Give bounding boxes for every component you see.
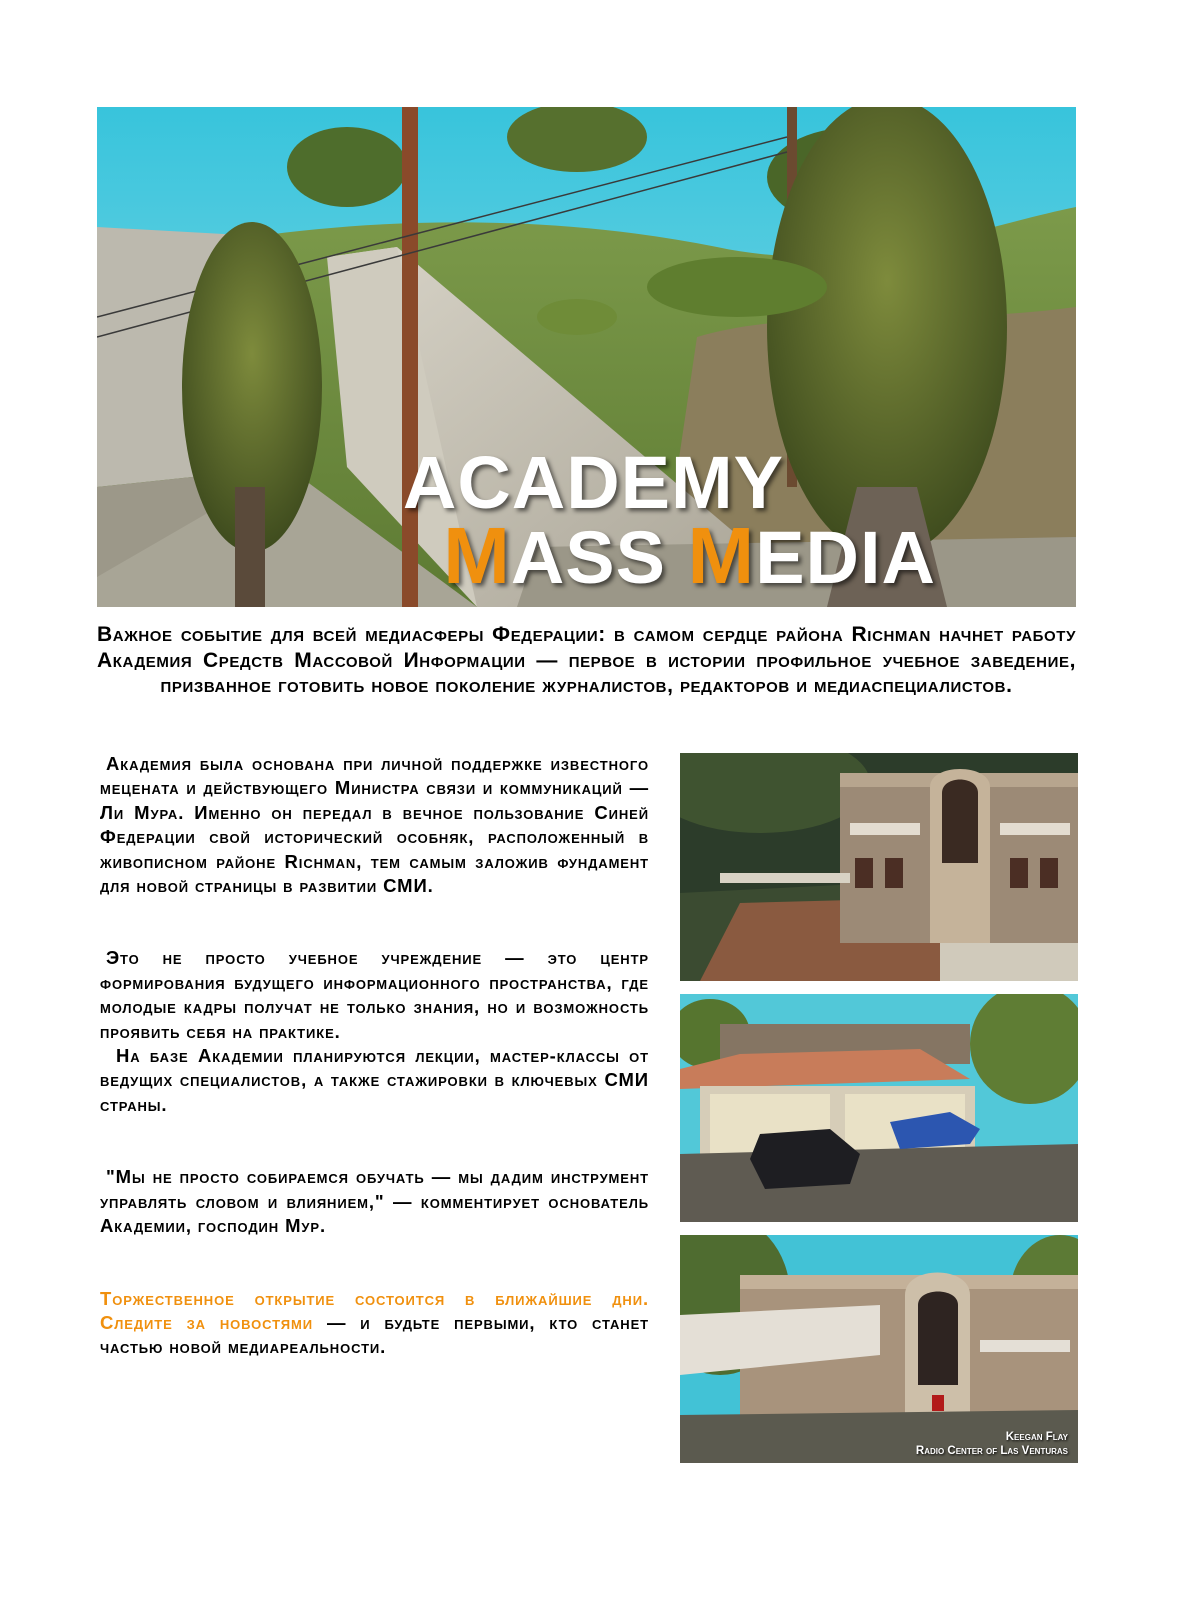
hero-title-academy: ACADEMY xyxy=(402,441,784,524)
article-quote: "Мы не просто собираемся обучать — мы дадим инструмент управлять словом и влиянием," — комментирует основатель Академии, господин Мур. xyxy=(100,1166,649,1237)
credit-outlet: Radio Center of Las Venturas xyxy=(915,1445,1068,1457)
article-paragraph-1: Академия была основана при личной поддержке известного мецената и действующего Министра связи и коммуникаций — Ли Мура. Именно он передал в вечное пользование Синей Федерации свой исторический особняк, расположенный в живописном районе Richman, тем самым заложив фундамент для новой страницы в развитии СМИ. xyxy=(100,753,649,897)
article-paragraph-2: Это не просто учебное учреждение — это центр формирования будущего информационного пространства, где молодые кадры получат не только знания, но и возможность проявить себя на практике. xyxy=(100,947,649,1042)
photo-mansion-entrance xyxy=(680,1235,1078,1463)
article-paragraph-3: На базе Академии планируются лекции, мастер-классы от ведущих специалистов, а также стажировки в ключевых СМИ страны. xyxy=(100,1045,649,1115)
article-closing xyxy=(100,1287,649,1360)
hero-title-cap-m1: M xyxy=(443,511,511,600)
hero-image xyxy=(97,107,1076,607)
photo-garage-cars-image xyxy=(680,994,1078,1222)
article-body xyxy=(100,752,649,1360)
paragraph-gap xyxy=(100,1239,649,1287)
photo-credit xyxy=(916,1430,1068,1458)
paragraph-gap xyxy=(100,898,649,946)
lead-paragraph: Важное событие для всей медиасферы Федерации: в самом сердце района Richman начнет работу Академия Средств Массовой Информации — первое в истории профильное учебное заведение, призванное готовить новое поколение журналистов, редакторов и медиаспециалистов. xyxy=(97,623,1076,697)
hero-title-mass-media xyxy=(97,510,1076,602)
paragraph-gap xyxy=(100,1117,649,1165)
photo-mansion-entrance-image xyxy=(680,1235,1078,1463)
photo-mansion-facade-image xyxy=(680,753,1078,981)
photo-garage-cars xyxy=(680,994,1078,1222)
hero-title-cap-m2: M xyxy=(687,511,756,600)
article-closing-highlight: Торжественное открытие состоится в ближайшие дни. Следите за новостями xyxy=(100,1287,649,1333)
photo-mansion-facade xyxy=(680,753,1078,981)
hero-title-ass: ASS xyxy=(510,516,688,599)
credit-author: Keegan Flay xyxy=(1005,1431,1068,1443)
hero-title-edia: EDIA xyxy=(755,516,936,599)
article-closing-rest: — и будьте первыми, кто станет частью новой медиареальности. xyxy=(100,1311,650,1358)
